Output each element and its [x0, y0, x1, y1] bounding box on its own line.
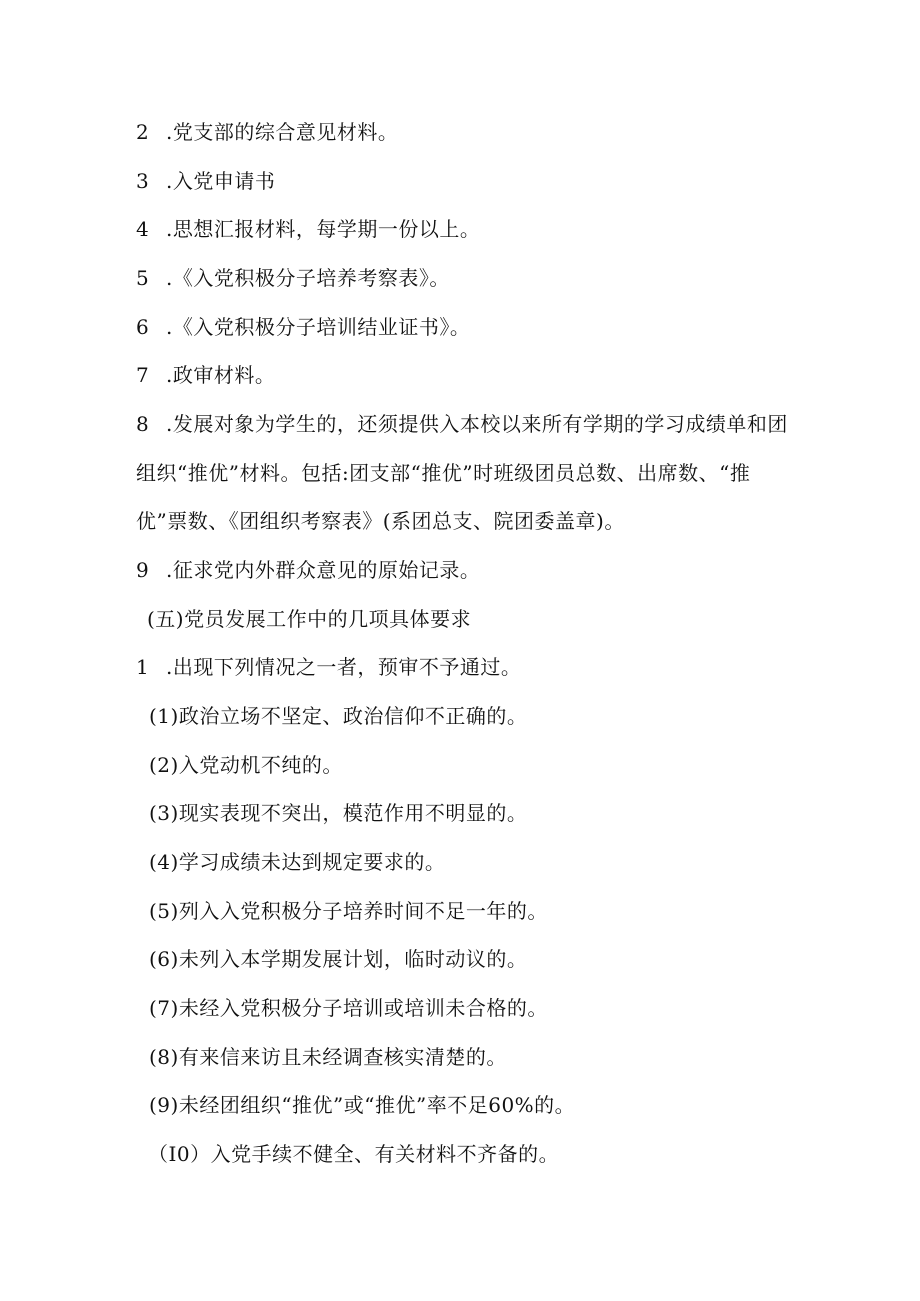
item-text: (5)列入入党积极分子培养时间不足一年的。	[149, 899, 548, 923]
item-text: 组织“推优”材料。包括:团支部“推优”时班级团员总数、出席数、“推	[136, 461, 751, 485]
item-text: (9)未经团组织“推优”或“推优”率不足60%的。	[149, 1093, 576, 1117]
section-heading	[147, 607, 471, 631]
list-item-1	[136, 655, 521, 679]
list-item-2	[136, 120, 398, 144]
sub-item	[149, 704, 527, 728]
sub-item	[149, 1093, 575, 1117]
item-number: 1	[136, 655, 150, 679]
list-item-9	[136, 558, 480, 582]
list-item-3	[136, 169, 275, 193]
item-text: (2)入党动机不纯的。	[149, 753, 343, 777]
item-number: 7	[136, 363, 150, 387]
item-number: 8	[136, 412, 150, 436]
item-text: (1)政治立场不坚定、政治信仰不正确的。	[149, 704, 528, 728]
heading-text: (五)党员发展工作中的几项具体要求	[147, 607, 472, 631]
list-item-5	[136, 266, 450, 290]
sub-item	[149, 850, 445, 874]
item-text: .征求党内外群众意见的原始记录。	[166, 558, 481, 582]
list-item-6	[136, 315, 470, 339]
item-number: 3	[136, 169, 150, 193]
paragraph-continuation	[136, 509, 625, 533]
list-item-8	[136, 412, 788, 436]
sub-item	[149, 1045, 507, 1069]
item-text: .《入党积极分子培训结业证书》。	[166, 315, 471, 339]
item-number: 5	[136, 266, 150, 290]
item-text: (4)学习成绩未达到规定要求的。	[149, 850, 446, 874]
sub-item	[148, 1142, 559, 1166]
item-text: .出现下列情况之一者，预审不予通过。	[166, 655, 522, 679]
item-text: .政审材料。	[166, 363, 276, 387]
item-text: (3)现实表现不突出，模范作用不明显的。	[149, 801, 528, 825]
sub-item	[149, 801, 527, 825]
item-number: 4	[136, 217, 150, 241]
item-text: .《入党积极分子培养考察表》。	[166, 266, 450, 290]
item-number: 6	[136, 315, 150, 339]
item-number: 2	[136, 120, 150, 144]
item-text: .思想汇报材料，每学期一份以上。	[166, 217, 481, 241]
sub-item	[149, 753, 343, 777]
paragraph-continuation	[136, 461, 750, 485]
item-number: 9	[136, 558, 150, 582]
item-text: （I0）入党手续不健全、有关材料不齐备的。	[148, 1142, 560, 1166]
item-text: .入党申请书	[166, 169, 276, 193]
list-item-4	[136, 217, 480, 241]
sub-item	[149, 899, 548, 923]
sub-item	[149, 947, 527, 971]
list-item-7	[136, 363, 275, 387]
item-text: (7)未经入党积极分子培训或培训未合格的。	[149, 996, 548, 1020]
item-text: 优”票数、《团组织考察表》(系团总支、院团委盖章)。	[136, 509, 625, 533]
item-text: (6)未列入本学期发展计划，临时动议的。	[149, 947, 528, 971]
item-text: .党支部的综合意见材料。	[166, 120, 399, 144]
sub-item	[149, 996, 548, 1020]
item-text: (8)有来信来访且未经调查核实清楚的。	[149, 1045, 507, 1069]
item-text: .发展对象为学生的，还须提供入本校以来所有学期的学习成绩单和团	[166, 412, 788, 436]
